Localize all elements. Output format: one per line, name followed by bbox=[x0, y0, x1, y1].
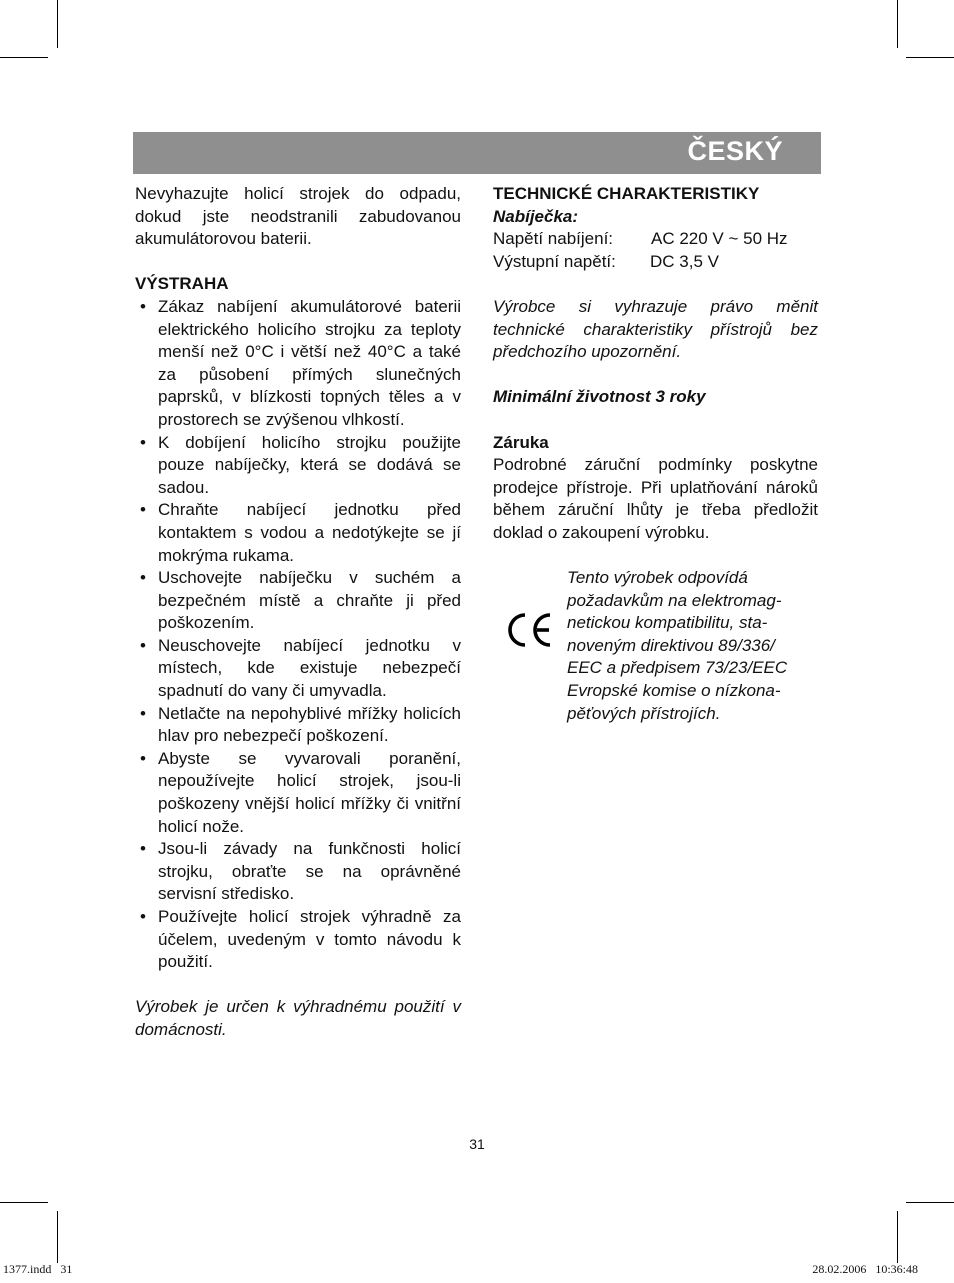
lifetime-note: Minimální životnost 3 roky bbox=[493, 387, 706, 407]
warning-item bbox=[135, 748, 461, 838]
warning-item bbox=[135, 635, 461, 703]
warning-item bbox=[135, 296, 461, 432]
warranty-paragraph: Podrobné záruční podmínky poskytne prodejce přístroje. Při uplatňování nároků během záruční lhůty je třeba předložit doklad o zakoupení výrobku. bbox=[493, 455, 818, 542]
warning-text: Zákaz nabíjení akumulátorové baterii elektrického holicího strojku za teploty menší než 0°C i větší než 40°C a také za působení přímých slunečných paprsků, v blízkosti topných těles a v prostorech se zvýšenou vlhkostí. bbox=[158, 296, 461, 429]
ce-statement-line: Tento výrobek odpovídá bbox=[567, 568, 748, 588]
warning-item bbox=[135, 906, 461, 974]
warning-item bbox=[135, 499, 461, 567]
bullet-icon: • bbox=[140, 500, 146, 520]
warning-text: Uschovejte nabíječku v suchém a bezpečném místě a chraňte ji před poškozením. bbox=[158, 568, 461, 633]
ce-statement-line: netickou kompatibilitu, sta- bbox=[567, 613, 768, 633]
ce-statement-line: pěťových přístrojích. bbox=[567, 703, 721, 723]
bullet-icon: • bbox=[140, 839, 146, 859]
bullet-icon: • bbox=[140, 635, 146, 655]
bullet-icon: • bbox=[140, 703, 146, 723]
charger-heading: Nabíječka: bbox=[493, 206, 579, 226]
bullet-icon: • bbox=[140, 432, 146, 452]
ce-statement-line: noveným direktivou 89/336/ bbox=[567, 635, 775, 655]
language-banner bbox=[133, 132, 821, 174]
crop-mark bbox=[906, 1202, 954, 1203]
warning-text: Jsou-li závady na funkčnosti holicí strojku, obraťte se na oprávněné servisní středisko. bbox=[158, 839, 461, 904]
spec-label: Napětí nabíjení: bbox=[493, 229, 614, 249]
page-number: 31 bbox=[469, 1136, 485, 1152]
warning-list bbox=[135, 296, 461, 974]
warning-text: Netlačte na nepohyblivé mřížky holicích hlav pro nebezpečí poškození. bbox=[158, 703, 461, 746]
bullet-icon: • bbox=[140, 568, 146, 588]
warning-heading: VÝSTRAHA bbox=[135, 274, 229, 294]
spec-value: AC 220 V ~ 50 Hz bbox=[651, 229, 788, 249]
bullet-icon: • bbox=[140, 296, 146, 316]
ce-statement-line: Evropské komise o nízkona- bbox=[567, 681, 781, 701]
warning-text: K dobíjení holicího strojku použijte pouze nabíječky, která se dodává se sadou. bbox=[158, 432, 461, 497]
warning-text: Neuschovejte nabíjecí jednotku v místech, kde existuje nebezpečí spadnutí do vany či umyvadla. bbox=[158, 635, 461, 701]
ce-statement-line: požadavkům na elektromag- bbox=[567, 590, 782, 610]
crop-mark bbox=[897, 1211, 898, 1263]
warning-item bbox=[135, 703, 461, 748]
ce-statement-line: EEC a předpisem 73/23/EEC bbox=[567, 658, 788, 678]
spec-value: DC 3,5 V bbox=[650, 251, 719, 271]
warning-item bbox=[135, 567, 461, 635]
household-note: Výrobek je určen k výhradnému použití v domácnosti. bbox=[135, 997, 461, 1039]
warning-item bbox=[135, 432, 461, 500]
intro-paragraph: Nevyhazujte holicí strojek do odpadu, dokud jste neodstranili zabudovanou akumulátorovou baterii. bbox=[135, 184, 461, 249]
slug-timestamp: 28.02.2006 10:36:48 bbox=[812, 1262, 918, 1276]
crop-mark bbox=[57, 0, 58, 48]
crop-mark bbox=[897, 0, 898, 48]
ce-compliance-block bbox=[493, 567, 818, 725]
warranty-heading: Záruka bbox=[493, 432, 549, 452]
crop-mark bbox=[0, 57, 48, 58]
right-column bbox=[493, 183, 818, 725]
left-column bbox=[135, 183, 461, 1042]
section-title: ČESKÝ bbox=[687, 136, 783, 166]
warning-text: Chraňte nabíjecí jednotku před kontaktem s vodou a nedotýkejte se jí mokrýma rukama. bbox=[158, 500, 461, 565]
crop-mark bbox=[0, 1202, 48, 1203]
warning-text: Používejte holicí strojek výhradně za účelem, uvedeným v tomto návodu k použití. bbox=[158, 907, 461, 972]
spec-label: Výstupní napětí: bbox=[493, 251, 616, 271]
tech-heading: TECHNICKÉ CHARAKTERISTIKY bbox=[493, 184, 760, 203]
slug-file-info: 1377.indd 31 bbox=[3, 1262, 73, 1276]
spec-row bbox=[493, 228, 818, 251]
crop-mark bbox=[906, 57, 954, 58]
spec-row bbox=[493, 251, 818, 274]
disclaimer-paragraph: Výrobce si vyhrazuje právo měnit technické charakteristiky přístrojů bez předchozího upozornění. bbox=[493, 296, 818, 362]
ce-mark-icon bbox=[505, 611, 555, 649]
bullet-icon: • bbox=[140, 907, 146, 926]
crop-mark bbox=[57, 1211, 58, 1263]
warning-text: Abyste se vyvarovali poranění, nepoužívejte holicí strojek, jsou-li poškozeny vnější holicí mřížky či vnitřní holicí nože. bbox=[158, 748, 461, 836]
warning-item bbox=[135, 838, 461, 906]
ce-statement bbox=[567, 567, 818, 725]
bullet-icon: • bbox=[140, 748, 146, 768]
